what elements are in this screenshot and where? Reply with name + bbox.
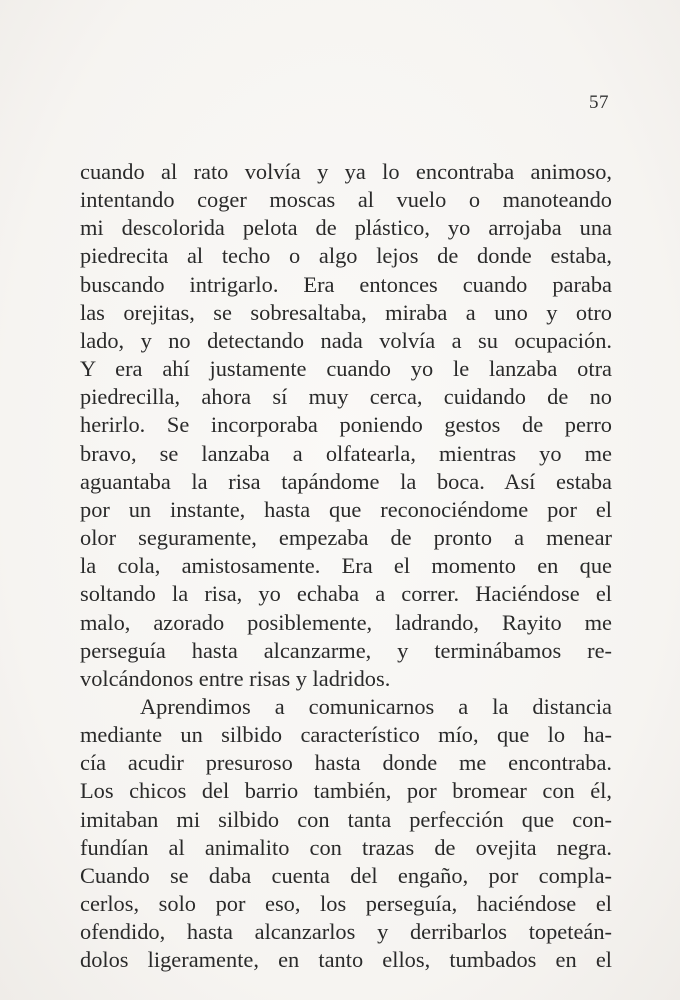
body-text <box>80 158 612 975</box>
text-line: malo, azorado posiblemente, ladrando, Rayito me <box>80 609 612 635</box>
text-line: perseguía hasta alcanzarme, y terminábamos re- <box>80 637 612 663</box>
text-line: cía acudir presuroso hasta donde me encontraba. <box>80 750 612 776</box>
text-line: volcándonos entre risas y ladridos. <box>80 665 391 691</box>
text-line: piedrecita al techo o algo lejos de donde estaba, <box>80 243 612 269</box>
text-line: intentando coger moscas al vuelo o manoteando <box>80 187 612 213</box>
page-number: 57 <box>589 92 609 113</box>
text-line: cuando al rato volvía y ya lo encontraba animoso, <box>80 159 612 184</box>
text-line: mi descolorida pelota de plástico, yo arrojaba una <box>80 215 612 241</box>
text-line: cerlos, solo por eso, los perseguía, haciéndose el <box>80 891 612 917</box>
text-line: fundían al animalito con trazas de ovejita negra. <box>80 834 612 860</box>
text-line: por un instante, hasta que reconociéndome por el <box>80 496 612 522</box>
text-line: las orejitas, se sobresaltaba, miraba a uno y otro <box>80 299 612 325</box>
text-line: buscando intrigarlo. Era entonces cuando paraba <box>80 271 612 297</box>
text-line: olor seguramente, empezaba de pronto a menear <box>80 525 612 551</box>
text-line: herirlo. Se incorporaba poniendo gestos de perro <box>80 412 612 438</box>
text-line: piedrecilla, ahora sí muy cerca, cuidando de no <box>80 384 612 410</box>
text-line: Aprendimos a comunicarnos a la distancia <box>140 693 612 719</box>
text-line: lado, y no detectando nada volvía a su ocupación. <box>80 327 612 353</box>
text-line: ofendido, hasta alcanzarlos y derribarlos topeteán- <box>80 919 612 945</box>
text-line: aguantaba la risa tapándome la boca. Así estaba <box>80 468 612 494</box>
text-line: bravo, se lanzaba a olfatearla, mientras yo me <box>80 440 612 466</box>
text-line: imitaban mi silbido con tanta perfección que con- <box>80 806 612 832</box>
text-line: mediante un silbido característico mío, que lo ha- <box>80 722 612 748</box>
text-line: Y era ahí justamente cuando yo le lanzaba otra <box>80 356 612 382</box>
text-line: Los chicos del barrio también, por bromear con él, <box>80 778 612 804</box>
text-line: dolos ligeramente, en tanto ellos, tumbados en el <box>80 947 612 973</box>
text-line: soltando la risa, yo echaba a correr. Haciéndose el <box>80 581 612 607</box>
text-line: Cuando se daba cuenta del engaño, por compla- <box>80 862 612 888</box>
text-line: la cola, amistosamente. Era el momento en que <box>80 553 612 579</box>
